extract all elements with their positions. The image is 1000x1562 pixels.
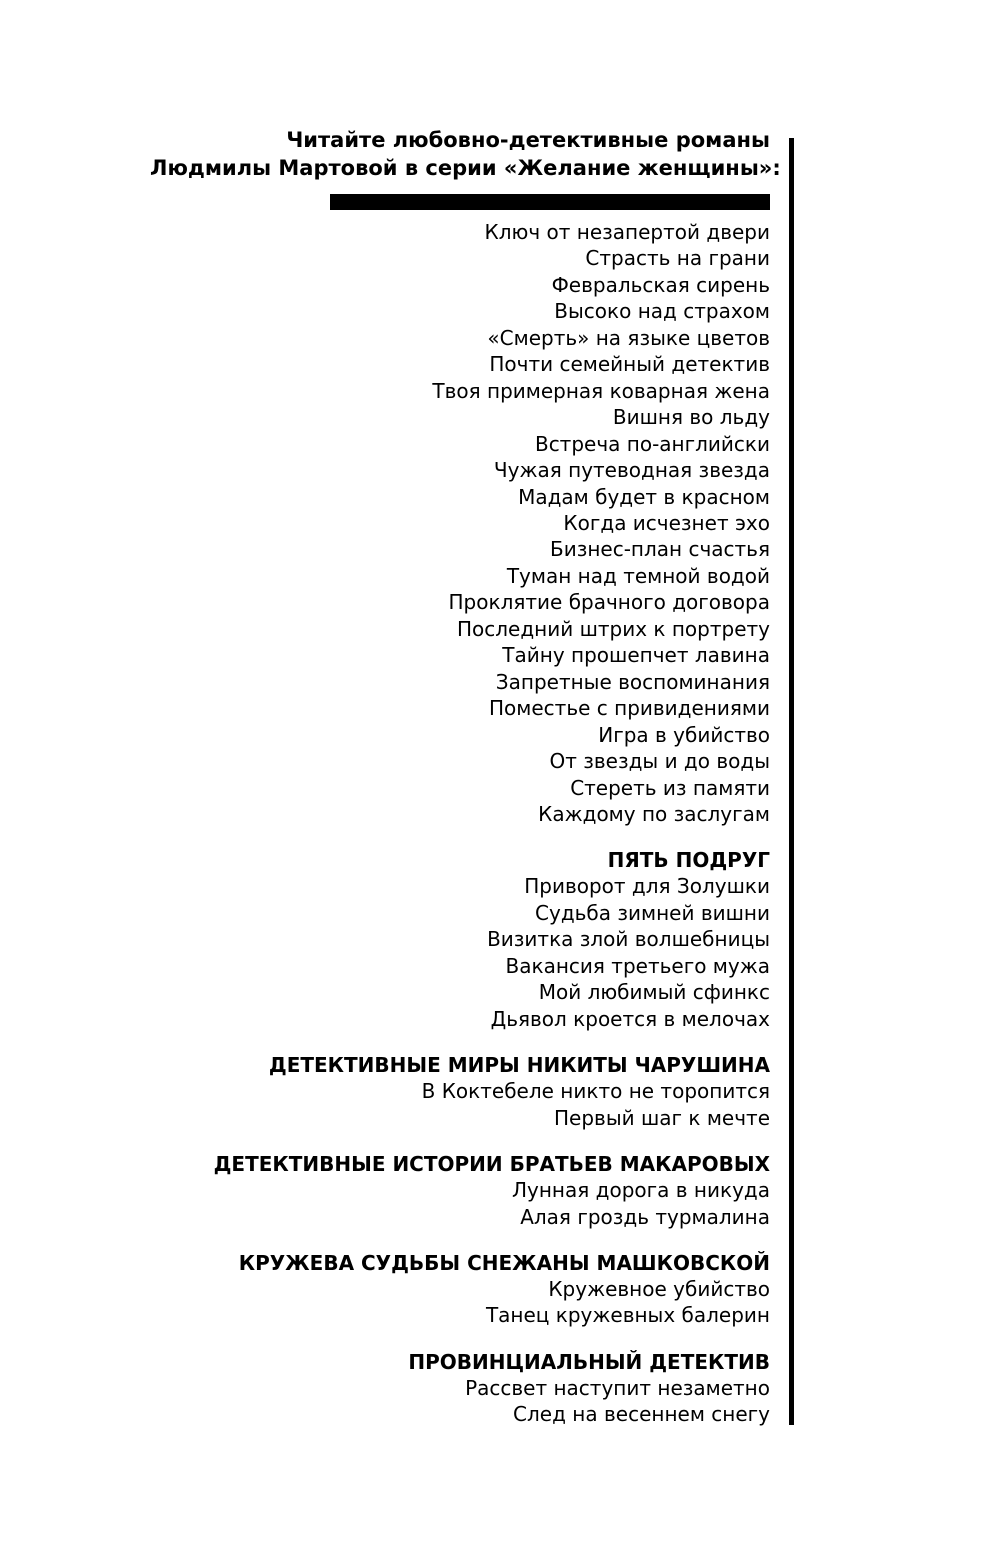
- series-section-makarovy: [150, 1151, 770, 1230]
- book-title: Алая гроздь турмалина: [520, 1204, 770, 1229]
- book-list-page: [150, 126, 781, 1428]
- series-section-mashkovskaya: [150, 1250, 770, 1329]
- series-section-provincial: [150, 1349, 770, 1428]
- book-title: Вишня во льду: [612, 405, 770, 430]
- book-title: Высоко над страхом: [554, 299, 770, 324]
- book-title: От звезды и до воды: [549, 749, 770, 774]
- series-section-pyat-podrug: [150, 847, 770, 1032]
- vertical-rule: [789, 138, 794, 1425]
- book-title: Запретные воспоминания: [495, 669, 770, 694]
- series-title: ДЕТЕКТИВНЫЕ ИСТОРИИ БРАТЬЕВ МАКАРОВЫХ: [213, 1152, 770, 1177]
- book-title: Кружевное убийство: [548, 1276, 770, 1301]
- book-title: Танец кружевных балерин: [485, 1303, 770, 1328]
- book-title: Проклятие брачного договора: [448, 590, 770, 615]
- header-line-1: Читайте любовно-детективные романы: [286, 128, 770, 152]
- book-title: Встреча по-английски: [534, 431, 770, 456]
- header-line-2: Людмилы Мартовой в серии «Желание женщины»:: [150, 156, 781, 180]
- book-title: Твоя примерная коварная жена: [432, 378, 770, 403]
- book-title: Стереть из памяти: [570, 775, 770, 800]
- book-title: Рассвет наступит незаметно: [465, 1375, 770, 1400]
- book-title: Тайну прошепчет лавина: [502, 643, 770, 668]
- book-title: «Смерть» на языке цветов: [487, 325, 770, 350]
- main-book-list: [150, 219, 770, 827]
- book-title: Каждому по заслугам: [538, 801, 770, 826]
- book-title: Ключ от незапертой двери: [484, 220, 770, 244]
- book-title: Визитка злой волшебницы: [487, 927, 770, 952]
- series-title: ПРОВИНЦИАЛЬНЫЙ ДЕТЕКТИВ: [408, 1349, 770, 1374]
- book-title: Игра в убийство: [598, 722, 770, 747]
- series-title: ПЯТЬ ПОДРУГ: [607, 848, 770, 873]
- book-title: Февральская сирень: [551, 272, 770, 297]
- book-title: Туман над темной водой: [506, 563, 770, 588]
- book-title: Вакансия третьего мужа: [505, 953, 770, 978]
- book-title: Поместье с привидениями: [489, 696, 770, 721]
- book-title: Первый шаг к мечте: [554, 1105, 770, 1130]
- series-title: КРУЖЕВА СУДЬБЫ СНЕЖАНЫ МАШКОВСКОЙ: [238, 1250, 770, 1275]
- book-title: Судьба зимней вишни: [535, 900, 770, 925]
- book-title: Дьявол кроется в мелочах: [490, 1006, 770, 1031]
- book-title: Последний штрих к портрету: [456, 616, 770, 641]
- book-title: Приворот для Золушки: [524, 874, 770, 899]
- book-title: Мадам будет в красном: [518, 484, 770, 509]
- book-title: В Коктебеле никто не торопится: [421, 1079, 770, 1104]
- book-title: Когда исчезнет эхо: [563, 510, 770, 535]
- series-title: ДЕТЕКТИВНЫЕ МИРЫ НИКИТЫ ЧАРУШИНА: [268, 1053, 770, 1078]
- book-title: Чужая путеводная звезда: [493, 458, 770, 483]
- book-title: Бизнес-план счастья: [549, 537, 770, 562]
- book-title: Лунная дорога в никуда: [511, 1178, 770, 1203]
- book-title: Почти семейный детектив: [489, 352, 770, 377]
- series-section-charushin: [150, 1052, 770, 1131]
- book-title: Мой любимый сфинкс: [538, 980, 770, 1005]
- header-divider-bar: [330, 194, 770, 210]
- book-title: След на весеннем снегу: [513, 1402, 770, 1427]
- book-title: Страсть на грани: [585, 246, 770, 271]
